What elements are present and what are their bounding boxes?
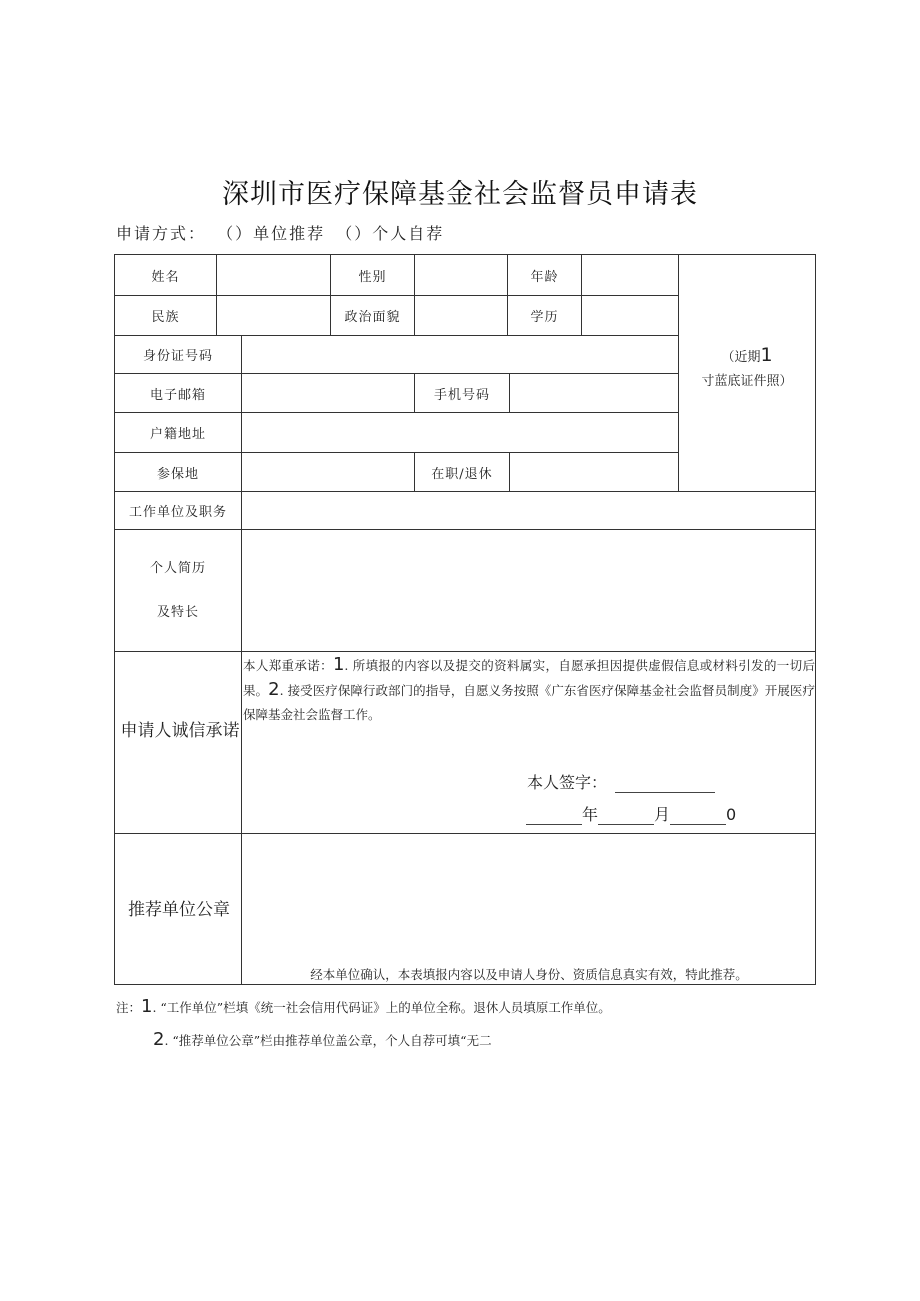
photo-caption-suffix: 寸蓝底证件照） xyxy=(701,374,793,389)
form-title: 深圳市医疗保障基金社会监督员申请表 xyxy=(222,179,698,210)
ethnicity-field[interactable] xyxy=(217,296,330,335)
political-status-field[interactable] xyxy=(415,296,507,335)
note-1-text: . “工作单位”栏填《统一社会信用代码证》上的单位全称。退休人员填原工作单位。 xyxy=(152,1000,611,1015)
resume-label xyxy=(115,530,241,651)
work-unit-label: 工作单位及职务 xyxy=(128,505,227,520)
signature-blank[interactable] xyxy=(615,792,715,793)
signature-line[interactable] xyxy=(527,770,715,793)
employment-status-label: 在职/退休 xyxy=(431,466,493,482)
household-address-field[interactable] xyxy=(242,413,678,452)
employment-status-field[interactable] xyxy=(510,453,678,491)
photo-area[interactable] xyxy=(678,343,816,394)
year-blank[interactable] xyxy=(526,824,582,825)
recommend-confirmation: 经本单位确认，本表填报内容以及申请人身份、资质信息真实有效，特此推荐。 xyxy=(310,967,748,982)
month-blank[interactable] xyxy=(598,824,654,825)
note-2 xyxy=(153,1029,492,1050)
age-label: 年龄 xyxy=(530,269,559,285)
resume-label-line1: 个人简历 xyxy=(149,560,206,576)
resume-label-line2: 及特长 xyxy=(156,604,199,620)
unit-recommend-option[interactable]: （）单位推荐 xyxy=(217,224,326,243)
self-recommend-option[interactable]: （）个人自荐 xyxy=(336,224,445,243)
pledge-intro: 本人郑重承诺： xyxy=(243,658,333,673)
education-label: 学历 xyxy=(530,310,559,325)
insured-place-field[interactable] xyxy=(242,453,414,491)
pledge-item2-text: . 接受医疗保障行政部门的指导，自愿义务按照《广东省医疗保障基金社会监督员制度》开展医疗保障基金社会监督工作。 xyxy=(243,683,815,722)
work-unit-field[interactable] xyxy=(242,492,816,529)
age-field[interactable] xyxy=(582,255,678,295)
note-1 xyxy=(116,996,611,1017)
day-label: 0 xyxy=(726,805,737,824)
application-method-label: 申请方式： xyxy=(116,224,207,243)
pledge-item1-number: 1 xyxy=(332,654,345,675)
ethnicity-label: 民族 xyxy=(151,310,180,325)
email-label: 电子邮箱 xyxy=(149,387,206,403)
application-form-table xyxy=(114,254,816,985)
resume-field[interactable] xyxy=(242,530,816,651)
year-label: 年 xyxy=(582,805,599,824)
insured-place-label: 参保地 xyxy=(156,466,199,482)
note-2-text: . “推荐单位公章”栏由推荐单位盖公章，个人自荐可填“无二 xyxy=(164,1033,492,1048)
gender-label: 性别 xyxy=(358,269,387,285)
pledge-item2-number: 2 xyxy=(268,679,280,700)
seal-area[interactable] xyxy=(242,834,816,964)
signature-label: 本人签字： xyxy=(527,773,608,792)
note-prefix: 注： xyxy=(116,1000,142,1015)
political-status-label: 政治面貌 xyxy=(344,310,401,325)
phone-label: 手机号码 xyxy=(433,387,490,403)
household-address-label: 户籍地址 xyxy=(149,427,206,442)
date-line[interactable] xyxy=(526,802,736,825)
pledge-item1-text: . 所填报的内容以及提交的资料属实，自愿承担因提供虚假信息或材料引发的一切后果。 xyxy=(243,658,815,698)
name-field[interactable] xyxy=(217,255,330,295)
id-number-field[interactable] xyxy=(242,336,678,373)
email-field[interactable] xyxy=(242,374,414,412)
note-2-number: 2 xyxy=(153,1029,165,1050)
id-number-label: 身份证号码 xyxy=(142,349,213,364)
photo-caption-number: 1 xyxy=(760,344,773,366)
note-1-number: 1 xyxy=(141,996,153,1017)
name-label: 姓名 xyxy=(151,269,180,285)
application-method xyxy=(116,221,448,244)
pledge-label: 申请人诚信承诺 xyxy=(120,721,240,741)
photo-caption-prefix: （近期 xyxy=(721,350,761,365)
pledge-text xyxy=(243,653,815,727)
month-label: 月 xyxy=(654,805,671,824)
phone-field[interactable] xyxy=(510,374,678,412)
gender-field[interactable] xyxy=(415,255,507,295)
education-field[interactable] xyxy=(582,296,678,335)
day-blank[interactable] xyxy=(670,824,726,825)
recommend-seal-label: 推荐单位公章 xyxy=(128,900,230,920)
